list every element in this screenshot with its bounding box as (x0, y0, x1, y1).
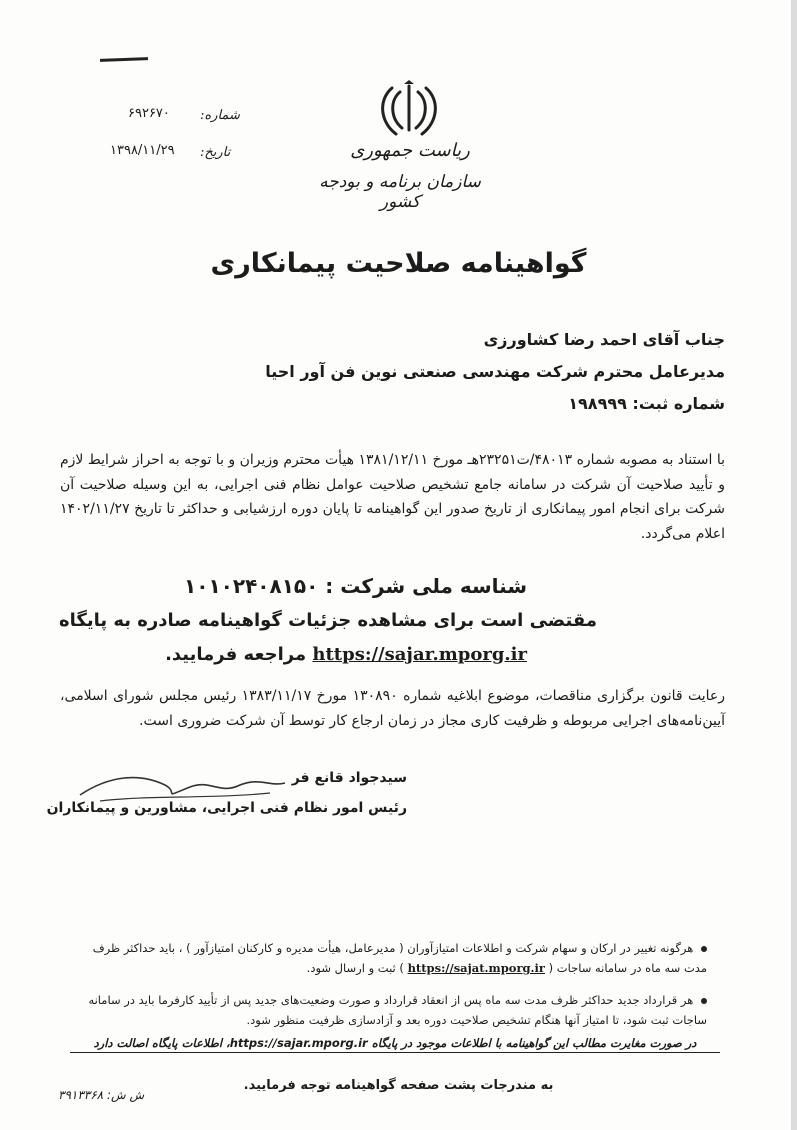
discrepancy-warning: در صورت مغایرت مطالب این گواهینامه با اطلاعات موجود در پایگاه https://sajar.mporg.ir، اطلاعات پایگاه اصالت دارد (70, 1036, 720, 1053)
presidency-label: ریاست جمهوری (350, 140, 470, 161)
note-1 (67, 938, 707, 978)
addressee-company: مدیرعامل محترم شرکت مهندسی صنعتی نوین فن آور احیا (265, 362, 725, 381)
body-paragraph: با استناد به مصوبه شماره ۴۸۰۱۳/ت۲۳۲۵۱هـ مورخ ۱۳۸۱/۱۲/۱۱ هیأت محترم وزیران و با توجه به احراز شرایط لازم و تأیید صلاحیت آن شرکت در سامانه جامع تشخیص صلاحیت عوامل نظام فنی اجرایی، به این وسیله صلاحیت آن شرکت برای انجام امور پیمانکاری از تاریخ صدور این گواهینامه تا پایان دوره ارزشیابی و حداکثر تا تاریخ ۱۴۰۲/۱۱/۲۷ اعلام می‌گردد. (60, 452, 725, 542)
organization-label: سازمان برنامه و بودجه کشور (319, 172, 481, 212)
bullet-icon (701, 998, 707, 1004)
verify-line: مقتضی است برای مشاهده جزئیات گواهینامه صادره به پایگاه (58, 610, 597, 631)
note-2-text: هر قرارداد جدید حداکثر ظرف مدت سه ماه پس از انعقاد قرارداد و صورت وضعیت‌های جدید پس از تأیید کارفرما باید در سامانه ساجات ثبت شود، تا امتیاز آنها هنگام تشخیص صلاحیت دوره بعد و آزادسازی ظرفیت منظور شود. (88, 993, 707, 1028)
national-id: شناسه ملی شرکت : ۱۰۱۰۲۴۰۸۱۵۰ (184, 574, 527, 598)
signatory-name: سیدجواد قانع فر (291, 770, 407, 786)
serial-code: ش ش: ۳۹۱۳۳۶۸ (58, 1088, 145, 1102)
scan-edge (791, 0, 797, 1130)
compliance-paragraph: رعایت قانون برگزاری مناقصات، موضوع ابلاغیه شماره ۱۳۰۸۹۰ مورخ ۱۳۸۳/۱۱/۱۷ رئیس مجلس شورای اسلامی، آیین‌نامه‌های اجرایی مربوطه و ظرفیت کاری مجاز در زمان ارجاع کار توسط آن شرکت ضروری است. (60, 688, 725, 729)
note-2 (67, 990, 707, 1030)
sajat-url[interactable]: https://sajat.mporg.ir (407, 961, 545, 976)
number-label: شماره: (200, 108, 240, 123)
back-page-notice: به مندرجات پشت صفحه گواهینامه توجه فرمایید. (243, 1078, 554, 1093)
addressee-name: جناب آقای احمد رضا کشاورزی (483, 330, 725, 349)
verify-line-2 (165, 644, 527, 665)
number-value: ۶۹۲۶۷۰ (128, 106, 170, 121)
note-1-text-a: هرگونه تغییر در ارکان و سهام شرکت و اطلاعات امتیازآوران ( مدیرعامل، هیأت مدیره و کارکنان امتیازآور ) ، باید حداکثر ظرف مدت سه ماه در سامانه ساجات ( (92, 941, 707, 976)
date-value: ۱۳۹۸/۱۱/۲۹ (110, 143, 175, 158)
corner-mark (100, 57, 148, 62)
bullet-icon (701, 946, 707, 952)
date-label: تاریخ: (200, 145, 231, 160)
certificate-title: گواهینامه صلاحیت پیمانکاری (210, 248, 587, 279)
iran-emblem-icon (378, 80, 440, 138)
sajar-url[interactable]: https://sajar.mporg.ir (312, 644, 527, 665)
verify-suffix: مراجعه فرمایید. (165, 644, 307, 665)
registration-number: شماره ثبت: ۱۹۸۹۹۹ (568, 394, 725, 413)
note-1-text-b: ) ثبت و ارسال شود. (306, 961, 404, 976)
signatory-position: رئیس امور نظام فنی اجرایی، مشاورین و پیمانکاران (46, 800, 407, 816)
